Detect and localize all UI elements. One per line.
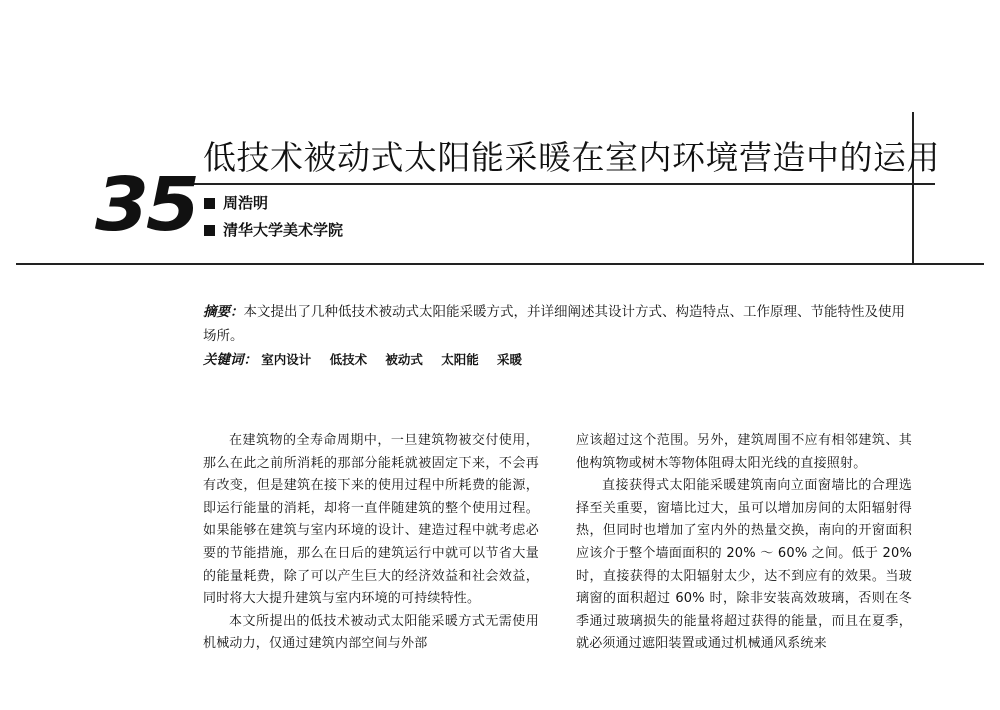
body-paragraph: 本文所提出的低技术被动式太阳能采暖方式无需使用机械动力，仅通过建筑内部空间与外部 [203,613,539,652]
keyword-item: 被动式 [385,352,423,367]
body-column-left [203,430,539,656]
abstract-text: 本文提出了几种低技术被动式太阳能采暖方式，并详细阐述其设计方式、构造特点、工作原理、节能特性及使用场所。 [203,304,905,344]
article-title: 低技术被动式太阳能采暖在室内环境营造中的运用 [203,138,940,177]
body-paragraph: 直接获得式太阳能采暖建筑南向立面窗墙比的合理选择至关重要，窗墙比过大，虽可以增加房间的太阳辐射得热，但同时也增加了室内外的热量交换，南向的开窗面积应该介于整个墙面面积的 20% ～ 60% 之间。低于 20% 时，直接获得的太阳辐射太少，达不到应有的效果。当玻璃窗的面积超过 60% 时，除非安装高效玻璃，否则在冬季通过玻璃损失的能量将超过获得的能量，而且在夏季，就必须通过遮阳装置或通过机械通风系统来 [576,478,912,652]
keywords [203,350,915,370]
header-short-rule [193,183,935,185]
body-column-right [576,430,912,656]
square-bullet-icon [204,225,215,236]
keyword-item: 室内设计 [261,352,312,367]
author-name: 周浩明 [223,194,269,212]
affiliation-name: 清华大学美术学院 [223,221,344,239]
affiliation-line [204,220,343,240]
keyword-item: 太阳能 [441,352,479,367]
article-number: 35 [95,162,197,248]
keywords-label: 关键词： [203,352,257,368]
keyword-item: 采暖 [497,352,523,367]
header-bottom-rule [16,263,984,265]
square-bullet-icon [204,198,215,209]
body-paragraph: 在建筑物的全寿命周期中，一旦建筑物被交付使用，那么在此之前所消耗的那部分能耗就被固定下来，不会再有改变，但是建筑在接下来的使用过程中所耗费的能源，即运行能量的消耗，却将一直伴随建筑的整个使用过程。如果能够在建筑与室内环境的设计、建造过程中就考虑必要的节能措施，那么在日后的建筑运行中就可以节省大量的能量耗费，除了可以产生巨大的经济效益和社会效益，同时将大大提升建筑与室内环境的可持续特性。 [203,433,539,607]
author-line [204,193,268,213]
abstract-label: 摘要： [203,304,244,320]
abstract [203,300,915,348]
body-paragraph: 应该超过这个范围。另外，建筑周围不应有相邻建筑、其他构筑物或树木等物体阻碍太阳光线的直接照射。 [576,433,912,471]
keyword-item: 低技术 [329,352,368,367]
